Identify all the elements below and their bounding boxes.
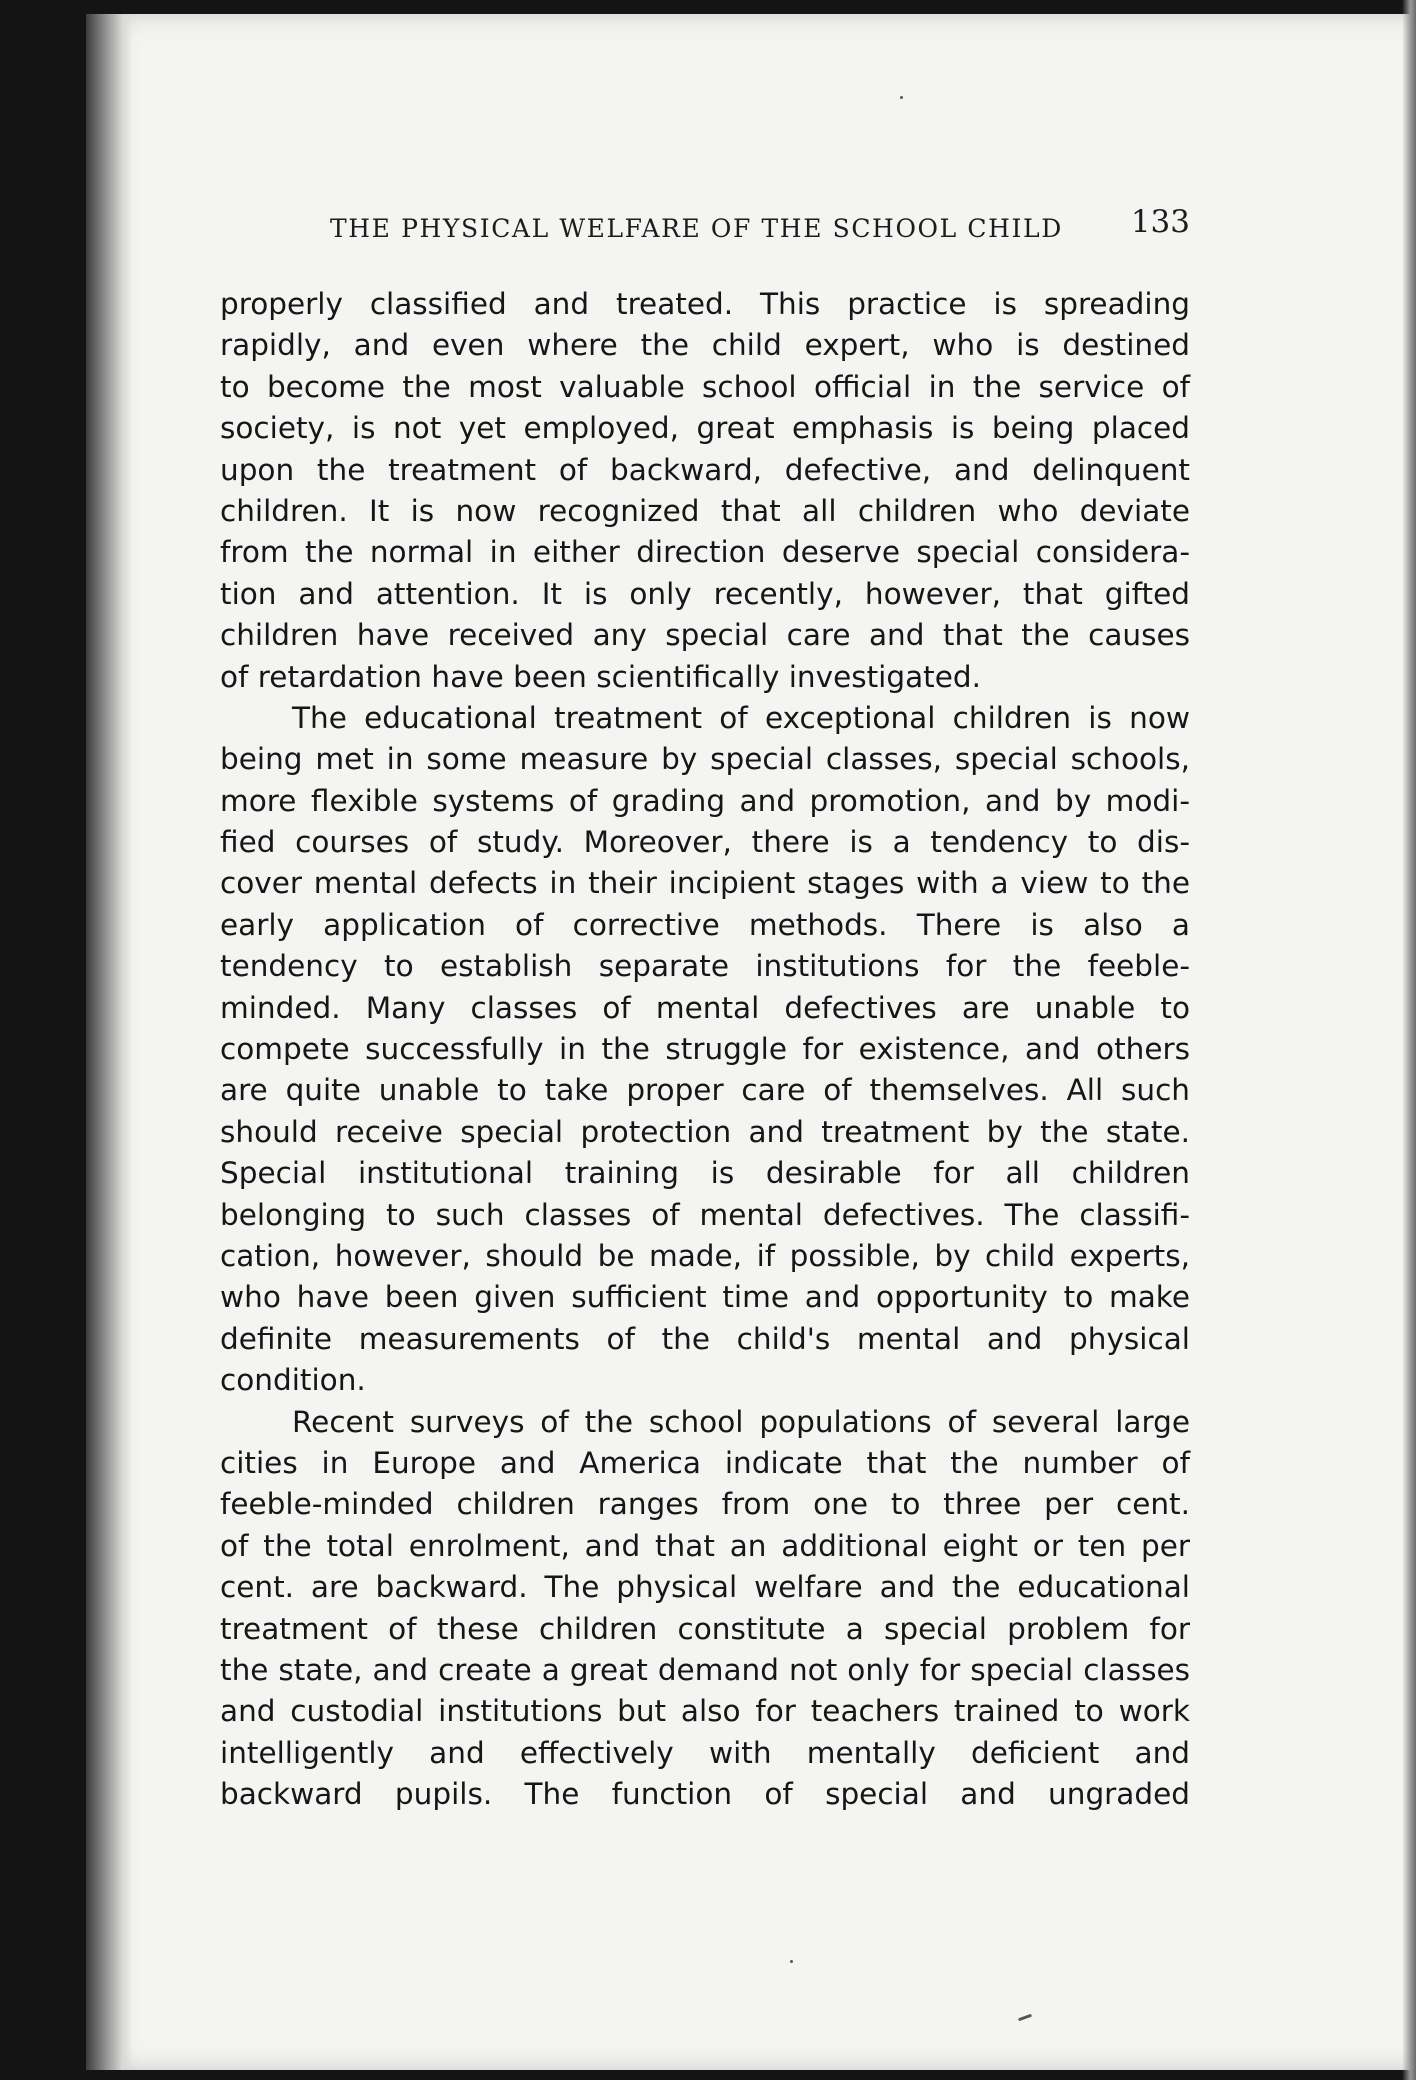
text-line: children. It is now recognized that all children who deviate: [220, 493, 1190, 528]
text-line: more flexible systems of grading and promotion, and by modi-: [220, 783, 1190, 818]
text-line: cities in Europe and America indicate that the number of: [220, 1445, 1190, 1480]
text-line: of the total enrolment, and that an additional eight or ten per: [220, 1528, 1190, 1563]
text-line: The educational treatment of exceptional children is now: [292, 700, 1190, 735]
text-line: upon the treatment of backward, defective, and delinquent: [220, 452, 1190, 487]
paragraph-3: [220, 1402, 1190, 1816]
text-line: compete successfully in the struggle for existence, and others: [220, 1032, 1190, 1067]
text-line: treatment of these children constitute a special problem for: [220, 1611, 1190, 1646]
text-line: intelligently and effectively with mentally deficient and: [220, 1735, 1190, 1770]
text-line: rapidly, and even where the child expert, who is destined: [220, 328, 1190, 363]
text-line: to become the most valuable school official in the service of: [220, 369, 1190, 404]
text-line: belonging to such classes of mental defectives. The classifi-: [220, 1197, 1190, 1232]
text-line: cent. are backward. The physical welfare and the educational: [220, 1570, 1190, 1605]
text-line: society, is not yet employed, great emphasis is being placed: [220, 411, 1190, 446]
text-line: who have been given sufficient time and opportunity to make: [220, 1280, 1190, 1315]
text-line: Recent surveys of the school populations of several large: [292, 1404, 1190, 1439]
scan-speck: [790, 1960, 793, 1963]
text-line: feeble-minded children ranges from one to three per cent.: [220, 1487, 1190, 1522]
text-line: Special institutional training is desirable for all children: [220, 1156, 1190, 1191]
text-line: definite measurements of the child's mental and physical: [220, 1321, 1190, 1356]
running-head-title: THE PHYSICAL WELFARE OF THE SCHOOL CHILD: [330, 214, 1063, 243]
text-line: tendency to establish separate institutions for the feeble-: [220, 949, 1190, 984]
text-line: are quite unable to take proper care of themselves. All such: [220, 1073, 1190, 1108]
text-line: minded. Many classes of mental defectives are unable to: [220, 990, 1190, 1025]
text-line: properly classified and treated. This practice is spreading: [220, 287, 1190, 321]
text-line: backward pupils. The function of special and ungraded: [220, 1777, 1190, 1812]
running-head: [220, 204, 1190, 252]
text-line: cation, however, should be made, if possible, by child experts,: [220, 1238, 1190, 1273]
text-line: condition.: [220, 1363, 366, 1398]
text-line: from the normal in either direction deserve special considera-: [220, 535, 1190, 570]
paragraph-2: [220, 698, 1190, 1402]
paragraph-1: [220, 284, 1190, 698]
text-line: early application of corrective methods. There is also a: [220, 907, 1190, 942]
body-text: [220, 284, 1190, 1815]
text-line: tion and attention. It is only recently, however, that gifted: [220, 576, 1190, 611]
text-line: should receive special protection and treatment by the state.: [220, 1114, 1190, 1149]
text-line: being met in some measure by special classes, special schools,: [220, 742, 1190, 777]
text-line: children have received any special care and that the causes: [220, 618, 1190, 653]
text-line: the state, and create a great demand not only for special classes: [220, 1652, 1190, 1687]
text-line: of retardation have been scientifically investigated.: [220, 659, 981, 694]
text-line: and custodial institutions but also for teachers trained to work: [220, 1694, 1190, 1729]
page-number: 133: [1130, 204, 1190, 240]
scan-speck: [900, 96, 903, 99]
text-line: cover mental defects in their incipient stages with a view to the: [220, 866, 1190, 901]
page-right-edge: [1402, 0, 1416, 2080]
text-line: fied courses of study. Moreover, there is a tendency to dis-: [220, 825, 1190, 860]
